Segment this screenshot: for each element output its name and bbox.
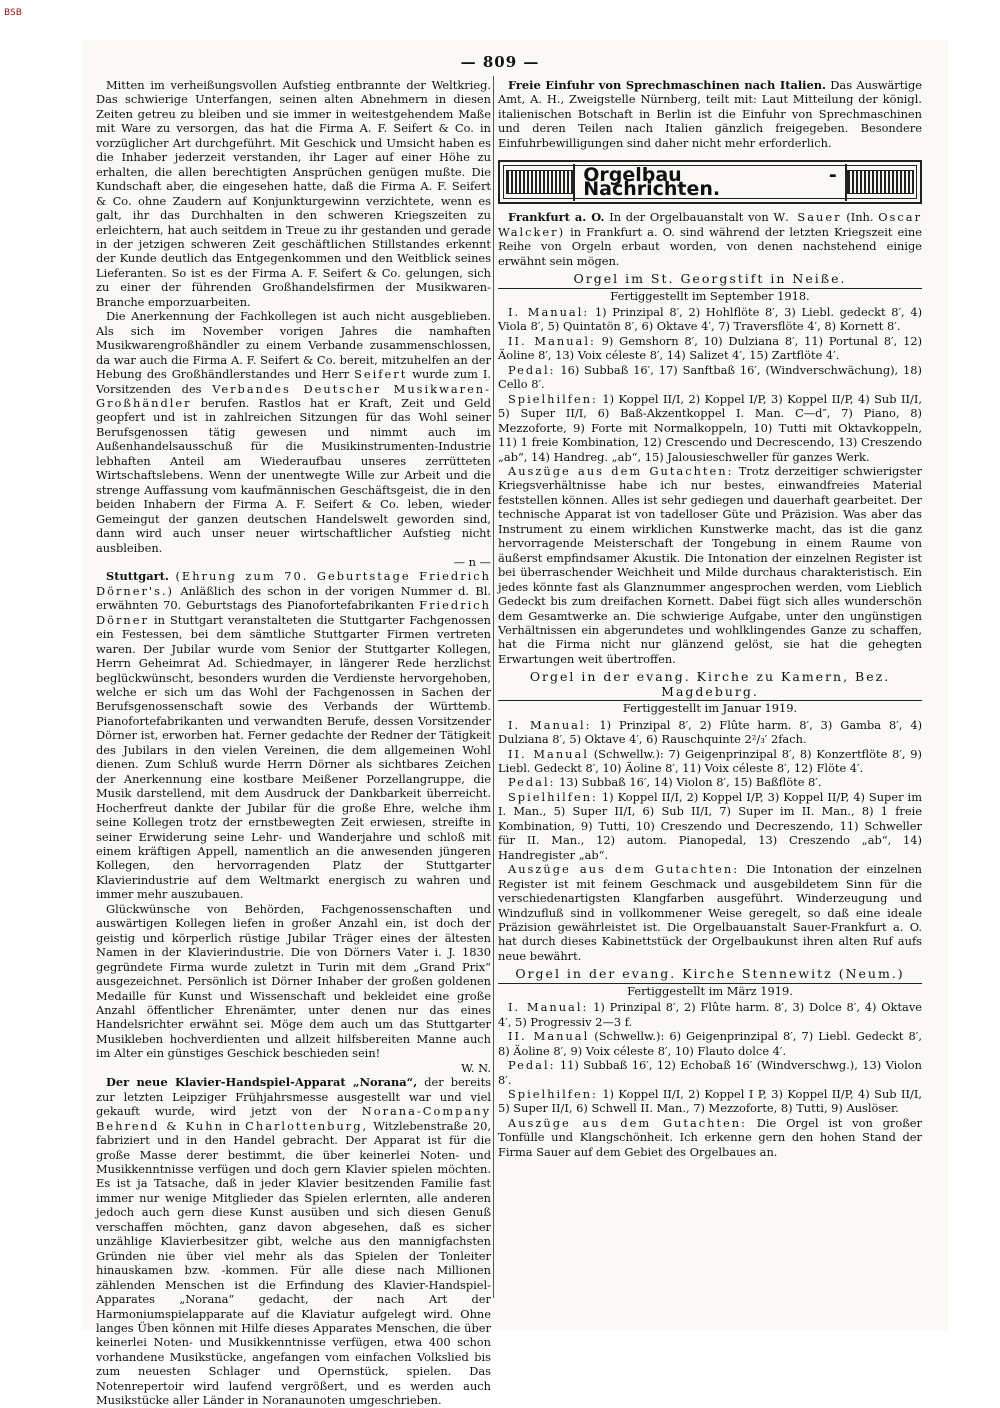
name-sauer: W. Sauer xyxy=(773,210,842,225)
text: 1) Koppel II/I, 2) Koppel I P, 3) Koppel II/P, 4) Sub II/I, 5) Super II/I, 6) Schwell II. Man., 7) Mezzoforte, 8) Tutti, 9) Auslöser. xyxy=(498,1087,922,1116)
city-name: Charlottenburg, xyxy=(245,1118,369,1133)
label: II. Manual xyxy=(508,746,589,761)
text: in Frankfurt a. O. sind während der letzten Kriegszeit eine Reihe von Orgeln erbaut worden, von denen nachstehend einige erwähnt sein mögen. xyxy=(498,224,922,268)
kamern-pedal xyxy=(498,775,922,789)
paragraph-norana xyxy=(96,1075,491,1407)
name-walcker: Oscar Walcker) xyxy=(498,210,923,239)
text: 1) Prinzipal 8′, 2) Hohlflöte 8′, 3) Liebl. gedeckt 8′, 4) Viola 8′, 5) Quintatön 8′, 6) Oktave 4′, 7) Traversflöte 4′, 8) Kornett 8′. xyxy=(498,304,923,334)
column-divider xyxy=(493,76,494,1298)
banner-ornament-left xyxy=(506,170,573,194)
section-heading-frankfurt: Frankfurt a. O. xyxy=(508,210,605,225)
page-number: — 809 — xyxy=(460,53,540,71)
organ-title-kamern: Orgel in der evang. Kirche zu Kamern, Bez. Magdeburg. xyxy=(498,670,922,701)
heading-subtitle: (Ehrung zum 70. Geburtstage Friedrich Dörner's.) xyxy=(96,569,491,598)
label: Pedal: xyxy=(508,362,556,377)
text: 13) Subbaß 16′, 14) Violon 8′, 15) Baßflöte 8′. xyxy=(559,775,822,790)
text: (Schwellw.): 7) Geigenprinzipal 8′, 8) Konzertflöte 8′, 9) Liebl. Gedeckt 8′, 10) Äoline 8′, 11) Voix céleste 8′, 12) Flöte 4′. xyxy=(498,746,922,776)
paragraph-anerkennung xyxy=(96,309,491,555)
label: Auszüge aus dem Gutachten: xyxy=(508,1115,747,1130)
stennewitz-manual-1 xyxy=(498,1000,922,1029)
organ-title-neisse: Orgel im St. Georgstift in Neiße. xyxy=(498,272,922,288)
label: Auszüge aus dem Gutachten: xyxy=(508,862,740,877)
text: Witzlebenstraße 20, fabriziert und in den Handel gebracht. Der Apparat ist für die große Masse derer bestimmt, die über keinerlei Noten- und Musikkenntnisse verfügen und doch gern Klavier spielen möchten. Es ist ja Tatsache, daß in jeder Klavier besitzenden Familie fast immer nur wenige Mitglieder das Spielen erlernten, alle anderen jedoch auch gern diese Kunst ausüben und sich diesen Genuß verschaffen möchten, ganz davon abgesehen, daß es sicher unzählige Klavierbesitzer gibt, welche aus den mannigfachsten Gründen nie über viel mehr als das Spielen der Tonleiter hinauskamen bzw. -kommen. Für alle diese nach Millionen zählenden Menschen ist die Erfindung des Klavier-Handspiel-Apparates „Norana“ gedacht, der nach Art der Harmoniumspielapparate auf die Klaviatur aufgelegt wird. Ohne langes Üben können mit Hilfe dieses Apparates Menschen, die über keinerlei Noten- und Musikkenntnisse verfügen, etwa 400 schon vorhandene Musikstücke, angefangen vom einfachen Volkslied bis zum neuesten Schlager und Opernstück, spielen. Das Notenrepertoir wird laufend vergrößert, und es werden auch Musikstücke aller Länder in Noranaunoten umgeschrieben. xyxy=(96,1118,492,1408)
label: II. Manual xyxy=(508,1029,590,1044)
stennewitz-gutachten xyxy=(498,1116,922,1159)
text: 1) Prinzipal 8′, 2) Flûte harm. 8′, 3) Gamba 8′, 4) Dulziana 8′, 5) Oktave 4′, 6) Rauschquinte 2²/₃′ 2fach. xyxy=(498,717,923,747)
label: Spielhilfen: xyxy=(508,1087,598,1101)
stennewitz-pedal xyxy=(498,1058,922,1087)
organ-date-stennewitz: Fertiggestellt im März 1919. xyxy=(627,983,793,998)
text: 1) Koppel II/I, 2) Koppel I/P, 3) Koppel II/P, 4) Super im I. Man., 5) Super II/I, 6) Sub II/I, 7) Super im II. Man., 8) 1 freie Kombination, 9) Tutti, 10) Creszendo und Decreszendo, 11) Schweller für II. Man., 12) autom. Pianopedal, 13) Creszendo „ab“, 14) Handregister „ab“. xyxy=(498,789,922,862)
label: Pedal: xyxy=(508,1058,556,1073)
text: der bereits zur letzten Leipziger Frühjahrsmesse ausgestellt war und viel gekauft wurde, wird jetzt von der xyxy=(96,1075,491,1119)
text: 1) Prinzipal 8′, 2) Flûte harm. 8′, 3) Dolce 8′, 4) Oktave 4′, 5) Progressiv 2—3 f. xyxy=(498,1000,922,1029)
banner-title: Orgelbau - Nachrichten. xyxy=(573,164,847,201)
organ-date-kamern: Fertiggestellt im Januar 1919. xyxy=(622,701,798,716)
section-heading-italien: Freie Einfuhr von Sprechmaschinen nach Italien. xyxy=(508,78,826,92)
text: Das Auswärtige Amt, A. H., Zweigstelle Nürnberg, teilt mit: Laut Mitteilung der königl. italienischen Botschaft in Berlin ist die Einfuhr von Sprechmaschinen und deren Teilen nach Italien gänzlich freigegeben. Besondere Einfuhrbewilligungen sind daher nicht mehr erforderlich. xyxy=(498,78,922,150)
name-seifert: Seifert xyxy=(354,367,408,382)
text: In der Orgelbauanstalt von xyxy=(609,210,769,225)
label: I. Manual: xyxy=(508,304,590,319)
paragraph-frankfurt xyxy=(498,210,922,268)
left-column xyxy=(96,78,491,1408)
signature-wn: W. N. xyxy=(461,1060,491,1075)
paragraph-glueckwuensche: Glückwünsche von Behörden, Fachgenossenschaften und auswärtigen Kollegen liefen in großer Anzahl ein, ist doch der geistig und körperlich rüstige Jubilar Träger eines der ältesten Namen in der Klavierindustrie. Die von Dörners Vater i. J. 1830 gegründete Firma wurde zuletzt in Turin mit dem „Grand Prix“ ausgezeichnet. Persönlich ist Dörner Inhaber der großen goldenen Medaille für Kunst und Wissenschaft und bekleidet eine große Anzahl öffentlicher Ehrenämter, unter denen nur das eines Handelsrichter erwähnt sei. Möge dem auch um das Stuttgarter Musikleben hochverdienten und allzeit hilfsbereiten Manne auch im Alter ein günstiges Geschick beschieden sein! xyxy=(96,901,491,1061)
text: Anläßlich des schon in der vorigen Nummer d. Bl. erwähnten 70. Geburtstags des Pianofortefabrikanten xyxy=(96,583,491,613)
text: Die Anerkennung der Fachkollegen ist auch nicht ausgeblieben. Als sich im November vorigen Jahres die namhaften Musikwarengroßhändler zu einem Verbande zusammenschlossen, da war auch die Firma A. F. Seifert & Co. bereit, mitzuhelfen an der Hebung des Großhändlerstandes und Herr xyxy=(96,309,491,382)
neisse-gutachten xyxy=(498,464,922,666)
section-heading-norana: Der neue Klavier-Handspiel-Apparat „Norana“, xyxy=(106,1075,418,1090)
company-name: Norana-Company Behrend & Kuhn xyxy=(96,1104,492,1133)
paragraph-stuttgart xyxy=(96,569,491,901)
kamern-spielhilfen xyxy=(498,790,922,862)
label: I. Manual: xyxy=(508,717,592,732)
text: 1) Koppel II/I, 2) Koppel I/P, 3) Koppel II/P, 4) Sub II/I, 5) Super II/I, 6) Baß-Akzentkoppel I. Man. C—d″, 7) Piano, 8) Mezzoforte, 9) Forte mit Normalkoppeln, 10) Tutti mit Oktavkoppeln, 11) 1 freie Kombination, 12) Crescendo und Decrescendo, 13) Creszendo „ab“, 14) Handreg. „ab“, 15) Jalousieschweller für ganzes Werk. xyxy=(498,391,922,464)
text: (Schwellw.): 6) Geigenprinzipal 8′, 7) Liebl. Gedeckt 8′, 8) Äoline 8′, 9) Voix céleste 8′, 10) Flauto dolce 4′. xyxy=(498,1029,922,1058)
kamern-gutachten xyxy=(498,862,922,963)
organ-title-stennewitz: Orgel in der evang. Kirche Stennewitz (Neum.) xyxy=(498,967,922,983)
library-stamp: BSB xyxy=(4,8,22,18)
neisse-manual-1 xyxy=(498,305,922,334)
text: 16) Subbaß 16′, 17) Sanftbaß 16′, (Windverschwächung), 18) Cello 8′. xyxy=(498,362,922,392)
text: 9) Gemshorn 8′, 10) Dulziana 8′, 11) Portunal 8′, 12) Äoline 8′, 13) Voix céleste 8′, 14) Salizet 4′, 15) Zartflöte 4′. xyxy=(498,333,923,363)
text: (Inh. xyxy=(846,210,874,225)
text: in Stuttgart veranstalteten die Stuttgarter Fachgenossen ein Festessen, bei dem sämtliche Stuttgarter Firmen vertreten waren. Der Jubilar wurde vom Senior der Stuttgarter Kollegen, Herrn Geheimrat Ad. Schiedmayer, in längerer Rede herzlichst beglückwünscht, besonders wurden die Verdienste hervorgehoben, welche er sich um das Wohl der Fachgenossen in Sachen der Berufsgenossenschaft sowie des Verbands der Württemb. Pianofortefabrikanten und verwandten Berufe, dessen Vorsitzender Dörner ist, erworben hat. Ferner gedachte der Redner der Tätigkeit des Jubilars in den vielen Vereinen, die dem allgemeinen Wohl dienen. Zum Schluß wurde Herrn Dörner als sichtbares Zeichen der Anerkennung eine kostbare Meißener Porzellangruppe, die Musik darstellend, mit dem Ausdruck der Dankbarkeit überreicht. Hocherfreut dankte der Jubilar für die große Ehre, welche ihm seine Kollegen trotz der ernstbewegten Zeit erwiesen, streifte in seiner Erwiderung seine Lehr- und Wanderjahre und schloß mit einem kräftigen Appell, namentlich an die anwesenden jüngeren Kollegen, den hervorragenden Platz der Stuttgarter Klavierindustrie auf dem Weltmarkt energisch zu wahren und immer mehr auszubauen. xyxy=(96,612,492,902)
paragraph-seifert-intro: Mitten im verheißungsvollen Aufstieg entbrannte der Weltkrieg. Das schwierige Unterfangen, seinen alten Abnehmern in diesen Zeiten getreu zu bleiben und sie immer in weitestgehendem Maße mit Ware zu versorgen, das hat die Firma A. F. Seifert & Co. in vorzüglicher Art durchgeführt. Mit Geschick und Umsicht haben es die Inhaber jederzeit verstanden, ihr Lager auf einer Höhe zu erhalten, die allen berechtigten Ansprüchen genügen mußte. Die Kundschaft aber, die eingesehen hatte, daß die Firma A. F. Seifert & Co. ohne Zaudern auf Konjunkturgewinn verzichtete, wenn es galt, ihr das Durchhalten in den schweren Kriegszeiten zu erleichtern, hat auch seitdem in Treue zu ihr gestanden und gerade in der jetzigen schweren Zeit geschäftlichen Stillstandes erkennt der Kunde deutlich das Entgegenkommen und den Weitblick seines Lieferanten. So ist es der Firma A. F. Seifert & Co. gelungen, sich zu einer der führenden Großhandelsfirmen der Musikwaren-Branche emporzuarbeiten. xyxy=(96,78,491,309)
signature-n: — n — xyxy=(453,554,491,569)
text: 11) Subbaß 16′, 12) Echobaß 16′ (Windverschwg.), 13) Violon 8′. xyxy=(498,1058,922,1087)
text: Trotz derzeitiger schwierigster Kriegsverhältnisse habe ich nur bestes, einwandfreies Material feststellen können. Alles ist sehr gediegen und dauerhaft gearbeitet. Der technische Apparat ist von tadelloser Güte und Präzision. Was aber das Instrument zu einem wirklichen Kunstwerke macht, das ist die ganz hervorragende Meisterschaft der Tongebung in einem Raume von äußerst empfindsamer Akustik. Die Intonation der einzelnen Register ist bei überraschender Weichheit und Milde durchaus charakteristisch. Ein jedes könnte fast als Glanznummer angesprochen werden, vom Lieblich Gedeckt bis zum dreifachen Kornett. Dabei fügt sich alles wunderschön dem Gesamtwerke an. Die schwierige Aufgabe, unter den ungünstigen Verhältnissen ein abgerundetes und wohlklingendes Ganze zu schaffen, hat die Firma nicht nur glänzend gelöst, sie hat die gehegten Erwartungen weit übertroffen. xyxy=(498,463,922,666)
kamern-manual-1 xyxy=(498,718,922,747)
label: Spielhilfen: xyxy=(508,391,598,406)
label: II. Manual: xyxy=(508,333,596,348)
label: Spielhilfen: xyxy=(508,789,598,804)
text: Die Intonation der einzelnen Register ist mit feinem Geschmack und ausgebildetem Sinn für die verschiedenartigsten Klangfarben ausgeführt. Winderzeugung und Windzufluß sind in vollkommener Weise geregelt, so daß eine ideale Präzision gewährleistet ist. Die Orgelbauanstalt Sauer-Frankfurt a. O. hat durch dieses Kabinettstück der Orgelbaukunst ihren alten Ruf aufs neue bewährt. xyxy=(498,862,922,963)
label: Auszüge aus dem Gutachten: xyxy=(508,463,734,478)
neisse-pedal xyxy=(498,363,922,392)
banner-ornament-right xyxy=(847,170,914,194)
orgelbau-banner xyxy=(498,160,922,204)
right-column xyxy=(498,78,922,1159)
neisse-manual-2 xyxy=(498,334,922,363)
text: wurde zum I. Vorsitzenden des xyxy=(96,367,491,396)
paragraph-italien xyxy=(498,78,922,150)
label: Pedal: xyxy=(508,775,556,790)
association-name: Verbandes Deutscher Musikwaren-Großhändler xyxy=(96,381,491,410)
stennewitz-spielhilfen xyxy=(498,1087,922,1116)
name-doerner: Friedrich Dörner xyxy=(96,598,491,627)
kamern-manual-2 xyxy=(498,747,922,776)
label: I. Manual: xyxy=(508,1000,589,1015)
text: in xyxy=(229,1118,241,1133)
text: berufen. Rastlos hat er Kraft, Zeit und Geld geopfert und ist in zahlreichen Sitzungen für das Wohl seiner Berufsgenossen tätig gewesen und nimmt auch im Außenhandelsausschuß für die Musikinstrumenten-Industrie lebhaften Anteil am Wiederaufbau unseres zerrütteten Wirtschaftslebens. Wenn der unentwegte Wille zur Arbeit und die strenge Auffassung vom kaufmännischen Geschäftsgeist, die in den beiden Inhabern der Firma A. F. Seifert & Co. leben, wieder Gemeingut der ganzen deutschen Handelswelt geworden sind, dann wird auch unser neuer wirtschaftlicher Aufstieg nicht ausbleiben. xyxy=(96,395,491,555)
stennewitz-manual-2 xyxy=(498,1029,922,1058)
text: Die Orgel ist von großer Tonfülle und Klangschönheit. Ich erkenne gern den hohen Stand der Firma Sauer auf dem Gebiet des Orgelbaues an. xyxy=(498,1115,922,1159)
neisse-spielhilfen xyxy=(498,392,922,464)
organ-date-neisse: Fertiggestellt im September 1918. xyxy=(610,288,810,303)
section-heading-stuttgart: Stuttgart. xyxy=(106,569,169,584)
